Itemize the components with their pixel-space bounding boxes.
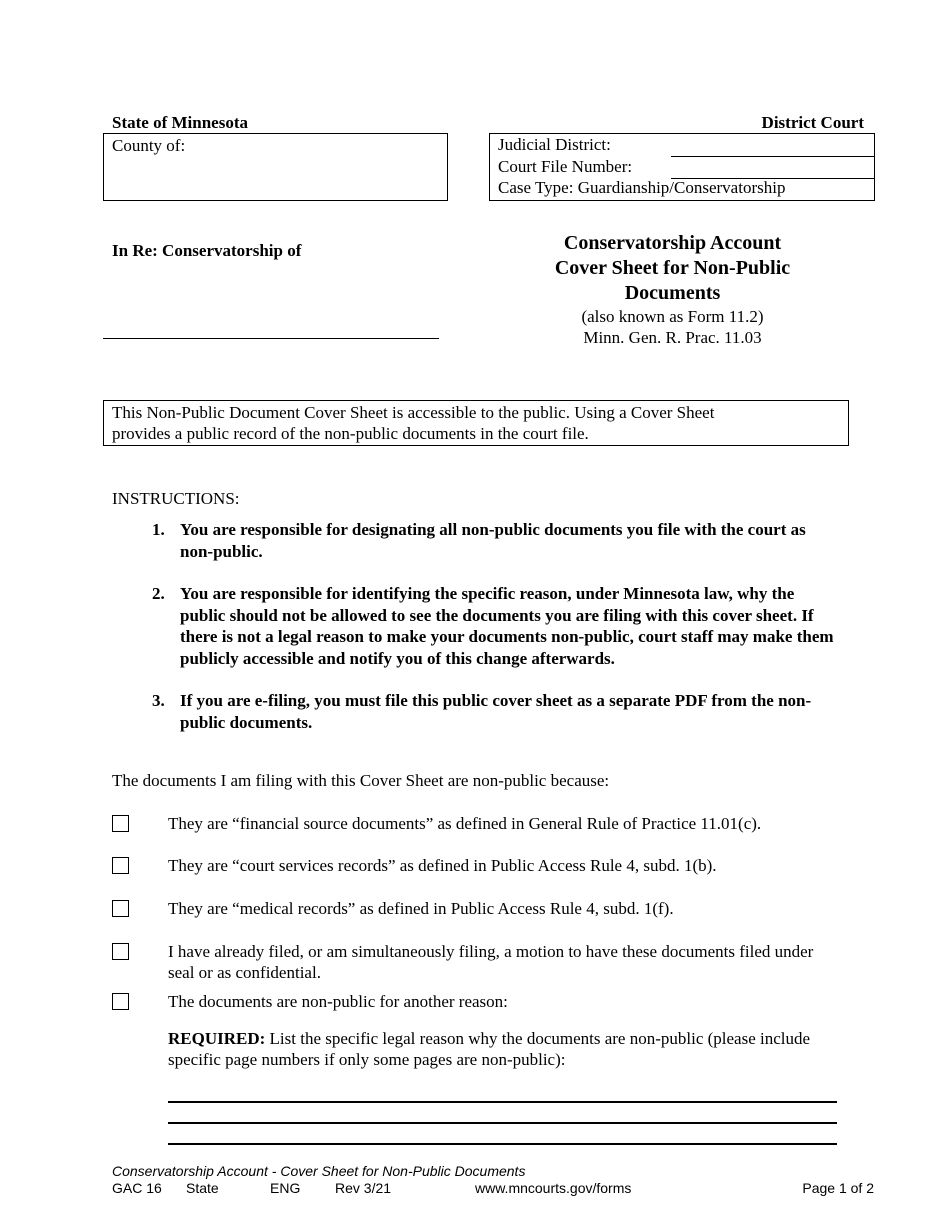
form-title-block (500, 231, 845, 348)
instruction-text: You are responsible for identifying the specific reason, under Minnesota law, why the public should not be allowed to see the documents you are filing with this cover sheet. If there is not a legal reason to make your documents non-public, court staff may make them publicly accessible and notify you of this change afterwards. (180, 584, 834, 668)
form-title-line3: Documents (624, 282, 721, 304)
state-label: State of Minnesota (112, 113, 248, 132)
conservatee-name-field[interactable] (103, 338, 439, 339)
in-re-caption: In Re: Conservatorship of (112, 241, 302, 260)
case-type-label: Case Type: Guardianship/Conservatorship (498, 178, 786, 197)
county-box[interactable] (103, 133, 448, 201)
reason-line-1[interactable] (168, 1101, 837, 1103)
reasons-intro: The documents I am filing with this Cover Sheet are non-public because: (112, 771, 610, 790)
notice-line2: provides a public record of the non-public documents in the court file. (112, 424, 589, 443)
court-file-number-label: Court File Number: (498, 157, 633, 176)
instruction-text: If you are e-filing, you must file this public cover sheet as a separate PDF from the non-public documents. (180, 691, 812, 732)
instruction-item (112, 583, 842, 669)
required-label: REQUIRED: (168, 1029, 266, 1048)
instruction-text: You are responsible for designating all non-public documents you file with the court as non-public. (180, 520, 806, 561)
footer-language: ENG (270, 1180, 301, 1196)
footer-page-number: Page 1 of 2 (802, 1180, 874, 1196)
instruction-item (112, 519, 842, 562)
public-notice-box (103, 400, 849, 446)
instruction-item (112, 690, 842, 733)
reason-label-medical: They are “medical records” as defined in Public Access Rule 4, subd. 1(f). (168, 899, 674, 918)
form-title-line1: Conservatorship Account (563, 232, 782, 254)
footer-form-title: Conservatorship Account - Cover Sheet for Non-Public Documents (112, 1163, 526, 1179)
form-rule: Minn. Gen. R. Prac. 11.03 (583, 328, 762, 347)
instruction-number: 3. (152, 691, 165, 710)
reason-label-financial: They are “financial source documents” as defined in General Rule of Practice 11.01(c). (168, 814, 762, 833)
form-title-line2: Cover Sheet for Non-Public (554, 257, 791, 279)
reason-checkbox-court-services[interactable] (112, 857, 129, 874)
required-reason-instruction (168, 1028, 828, 1070)
judicial-district-field[interactable] (671, 156, 874, 157)
reason-checkbox-motion[interactable] (112, 943, 129, 960)
reason-line-3[interactable] (168, 1143, 837, 1145)
footer-jurisdiction: State (186, 1180, 219, 1196)
court-label: District Court (761, 113, 864, 132)
reason-checkbox-financial[interactable] (112, 815, 129, 832)
required-text: List the specific legal reason why the documents are non-public (please include specific page numbers if only some pages are non-public): (168, 1029, 811, 1069)
form-aka: (also known as Form 11.2) (581, 307, 764, 326)
reason-label-motion: I have already filed, or am simultaneously filing, a motion to have these documents filed under seal or as confidential. (168, 942, 814, 982)
instruction-number: 2. (152, 584, 165, 603)
footer-revision: Rev 3/21 (335, 1180, 392, 1196)
reason-checkbox-other[interactable] (112, 993, 129, 1010)
instruction-number: 1. (152, 520, 165, 539)
reason-checkbox-medical[interactable] (112, 900, 129, 917)
notice-line1: This Non-Public Document Cover Sheet is accessible to the public. Using a Cover Sheet (112, 403, 715, 422)
county-label: County of: (112, 136, 186, 155)
footer-url[interactable]: www.mncourts.gov/forms (475, 1180, 632, 1196)
reason-label-other: The documents are non-public for another reason: (168, 992, 508, 1011)
judicial-district-label: Judicial District: (498, 135, 611, 154)
reason-label-court-services: They are “court services records” as defined in Public Access Rule 4, subd. 1(b). (168, 856, 717, 875)
instructions-heading: INSTRUCTIONS: (112, 489, 240, 508)
instructions-list (112, 519, 842, 754)
footer-form-id: GAC 16 (112, 1180, 162, 1196)
court-info-box (489, 133, 875, 201)
reason-line-2[interactable] (168, 1122, 837, 1124)
